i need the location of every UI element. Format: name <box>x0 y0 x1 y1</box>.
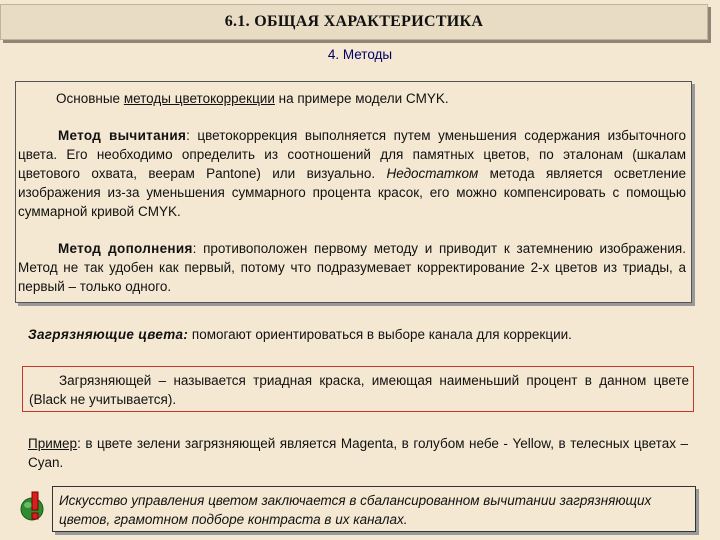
quote-box <box>52 486 696 532</box>
header-bar <box>0 4 708 40</box>
contaminating-text: помогают ориентироваться в выборе канала для коррекции. <box>188 327 572 342</box>
quote-text: Искусство управления цветом заключается в сбалансированном вычитании загрязняющих цветов, грамотном подборе контраста в их каналах. <box>59 493 652 527</box>
addition-text: : противоположен первому методу и приводит к затемнению изображения. Метод не так удобен как первый, потому что подразумевает корректирование 2-х цветов из триады, а первый – только одного. <box>18 241 686 294</box>
intro-text-after: на примере модели CMYK. <box>274 91 449 106</box>
subtraction-text: : цветокоррекция выполняется путем уменьшения содержания избыточного цвета. Его необходимо определить из соотношений для памятных цветов, по эталонам (шкалам цветового охвата, веерам Pantone) или визуально. <box>18 128 686 181</box>
intro-link: методы цветокоррекции <box>123 91 275 106</box>
intro-paragraph <box>16 89 691 108</box>
subtraction-paragraph <box>18 126 686 221</box>
contaminating-line <box>28 325 698 344</box>
addition-label: Метод дополнения <box>58 241 193 256</box>
definition-paragraph <box>29 371 689 409</box>
section-subtitle: 4. Методы <box>327 47 393 62</box>
subtraction-label: Метод вычитания <box>58 128 187 143</box>
exclamation-icon <box>17 490 51 524</box>
definition-term: Загрязняющей <box>59 373 152 388</box>
example-paragraph <box>28 434 688 472</box>
page-title: 6.1. ОБЩАЯ ХАРАКТЕРИСТИКА <box>224 13 484 30</box>
intro-text-before: Основные <box>56 91 124 106</box>
addition-paragraph <box>18 239 686 296</box>
drawback-text: метода является осветление изображения из-за уменьшения суммарного процента красок, его можно компенсировать с помощью суммарной кривой CMYK. <box>18 166 686 219</box>
example-text: : в цвете зелени загрязняющей является Magenta, в голубом небе - Yellow, в телесных цветах – Cyan. <box>28 436 688 470</box>
definition-text: – называется триадная краска, имеющая наименьший процент в данном цвете (Black не учитывается). <box>29 373 689 407</box>
methods-box <box>15 81 692 303</box>
drawback-label: Недостатком <box>386 166 479 181</box>
contaminating-label: Загрязняющие цвета: <box>28 327 189 342</box>
definition-box <box>22 366 694 412</box>
example-label: Пример <box>28 436 78 451</box>
